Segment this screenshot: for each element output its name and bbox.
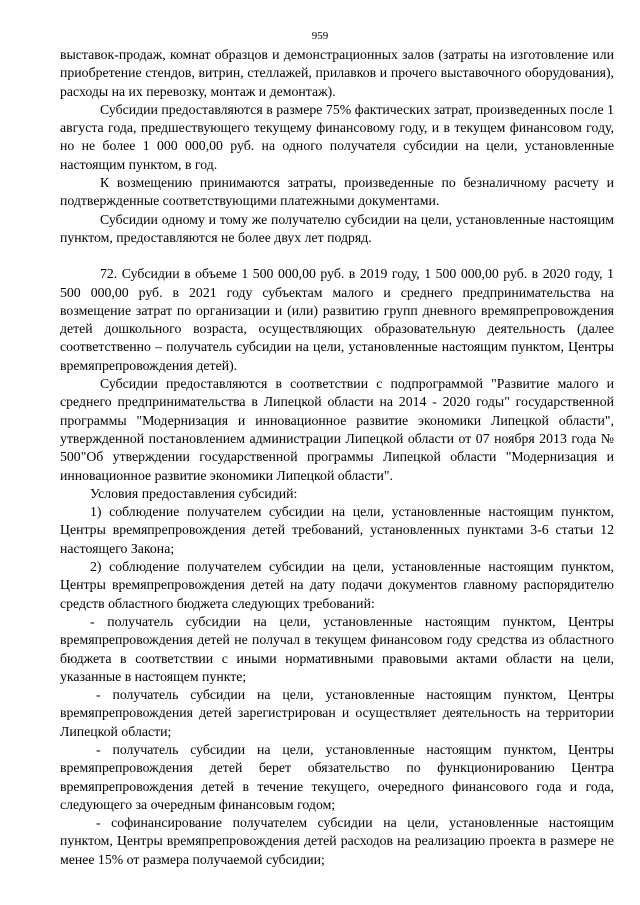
paragraph-gap <box>60 247 614 265</box>
paragraph-subprogram: Субсидии предоставляются в соответствии с подпрограммой "Развитие малого и среднего предпринимательства в Липецкой области на 2014 - 2020 годы" государственной программы "Модернизация и инновационное развитие экономики Липецкой области", утвержденной постановлением администрации Липецкой области от 07 ноября 2013 года № 500"Об утверждении государственной программы Липецкой области "Модернизация и инновационное развитие экономики Липецкой области". <box>60 376 614 483</box>
page-number: 959 <box>311 30 329 42</box>
paragraph-condition-2: 2) соблюдение получателем субсидии на цели, установленные настоящим пунктом, Центры времяпрепровождения детей на дату подачи документов главному распорядителю средств областного бюджета следующих требований: <box>60 559 614 611</box>
paragraph-requirement-registered: - получатель субсидии на цели, установленные настоящим пунктом, Центры времяпрепровождения детей зарегистрирован и осуществляет деятельность на территории Липецкой области; <box>60 687 614 739</box>
paragraph-subsidy-amount: Субсидии предоставляются в размере 75% фактических затрат, произведенных после 1 августа года, предшествующего текущему финансовому году, и в текущем финансовом году, но не более 1 000 000,00 руб. на одного получателя субсидии на цели, установленные настоящим пунктом, в год. <box>60 101 614 172</box>
paragraph-reimbursement: К возмещению принимаются затраты, произведенные по безналичному расчету и подтвержденные соответствующими платежными документами. <box>60 175 614 209</box>
paragraph-condition-1: 1) соблюдение получателем субсидии на цели, установленные настоящим пунктом, Центры времяпрепровождения детей требований, установленных пунктами 3-6 статьи 12 настоящего Закона; <box>60 504 614 556</box>
paragraph-requirement-obligation: - получатель субсидии на цели, установленные настоящим пунктом, Центры времяпрепровождения детей берет обязательство по функционированию Центра времяпрепровождения детей в течение текущего, очередного финансового года и года, следующего за очередным финансовым годом; <box>60 741 614 812</box>
paragraph-requirement-cofinancing: - софинансирование получателем субсидии на цели, установленные настоящим пунктом, Центры времяпрепровождения детей расходов на реализацию проекта в размере не менее 15% от размера получаемой субсидии; <box>60 815 614 867</box>
paragraph-two-years-limit: Субсидии одному и тому же получателю субсидии на цели, установленные настоящим пунктом, предоставляются не более двух лет подряд. <box>60 211 614 245</box>
paragraph-requirement-no-funds: - получатель субсидии на цели, установленные настоящим пунктом, Центры времяпрепровождения детей не получал в текущем финансовом году средства из областного бюджета в соответствии с иными нормативными правовыми актами области на цели, указанные в настоящем пункте; <box>60 613 614 684</box>
paragraph-exhibition-costs: выставок-продаж, комнат образцов и демонстрационных залов (затраты на изготовление или приобретение стендов, витрин, стеллажей, прилавков и прочего выставочного оборудования), расходы на их перевозку, монтаж и демонтаж). <box>60 47 614 99</box>
paragraph-item-72: 72. Субсидии в объеме 1 500 000,00 руб. в 2019 году, 1 500 000,00 руб. в 2020 году, 1 500 000,00 руб. в 2021 году субъектам малого и среднего предпринимательства на возмещение затрат по организации и (или) развитию групп дневного времяпрепровождения детей дошкольного возраста, осуществляющих образовательную деятельность (далее соответственно – получатель субсидии на цели, установленные настоящим пунктом, Центры времяпрепровождения детей). <box>60 266 614 373</box>
paragraph-conditions-heading: Условия предоставления субсидий: <box>90 485 298 501</box>
